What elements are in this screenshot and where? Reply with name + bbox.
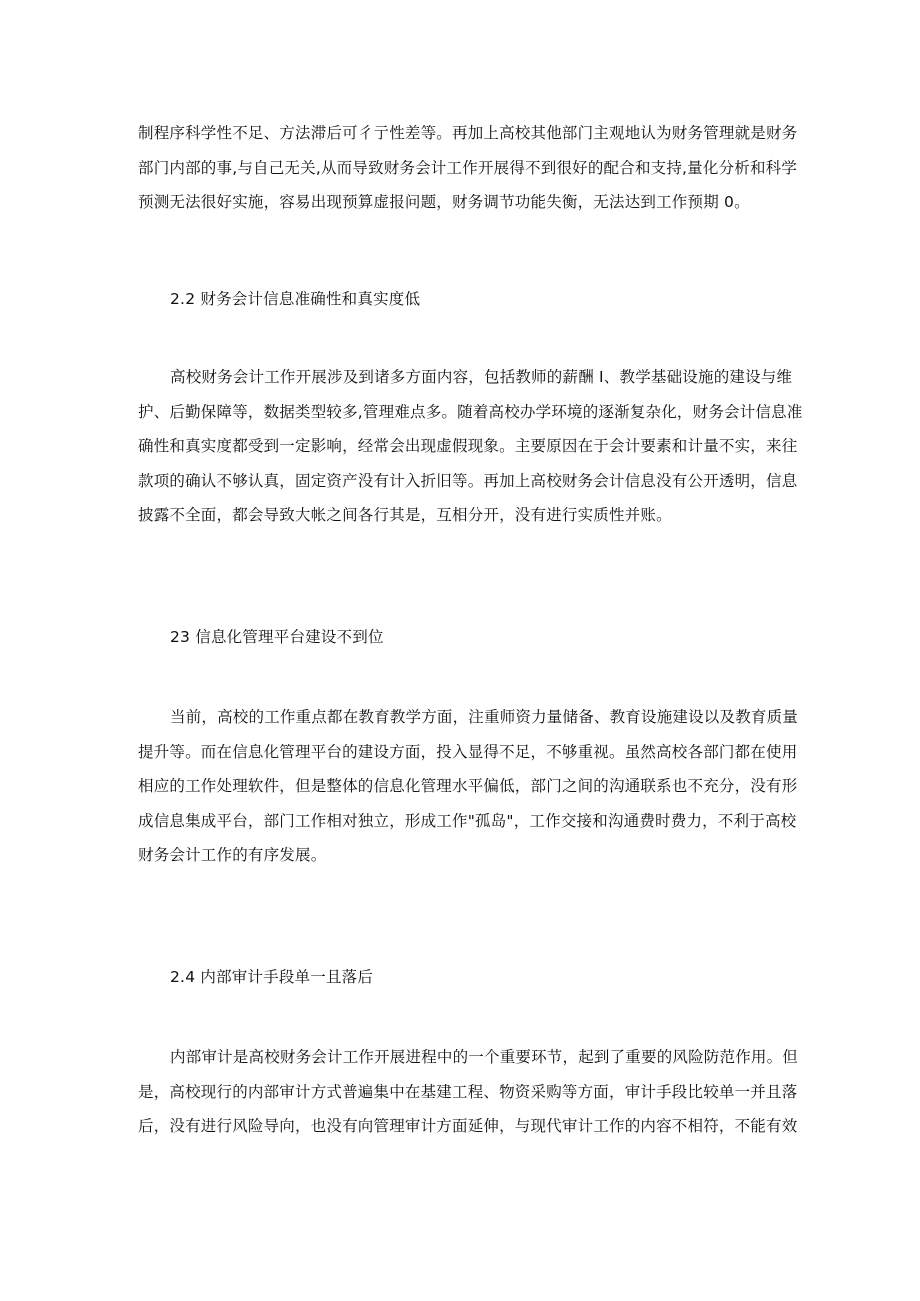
paragraph-line: 护、后勤保障等，数据类型较多,管理难点多。随着高校办学环境的逐渐复杂化，财务会计信息准 <box>138 402 803 421</box>
section-2-2-paragraph <box>138 360 803 533</box>
paragraph-line: 当前，高校的工作重点都在教育教学方面，注重师资力量储备、教育设施建设以及教育质量 <box>170 708 799 726</box>
paragraph-line: 后，没有进行风险导向，也没有向管理审计方面延伸，与现代审计工作的内容不相符，不能有效 <box>138 1117 798 1135</box>
paragraph-line: 相应的工作处理软件，但是整体的信息化管理水平偏低，部门之间的沟通联系也不充分，没有形 <box>138 777 798 795</box>
paragraph-line: 制程序科学性不足、方法滞后可彳亍性差等。再加上高校其他部门主观地认为财务管理就是财务 <box>138 124 798 142</box>
paragraph-line: 成信息集成平台，部门工作相对独立，形成工作"孤岛"，工作交接和沟通费时费力，不利于高校 <box>138 811 797 830</box>
paragraph-line: 高校财务会计工作开展涉及到诸多方面内容，包括教师的薪酬 I、教学基础设施的建设与维 <box>170 368 793 386</box>
section-heading-2-4: 2.4 内部审计手段单一且落后 <box>170 968 374 986</box>
section-2-3-paragraph <box>138 700 799 873</box>
paragraph-line: 是，高校现行的内部审计方式普遍集中在基建工程、物资采购等方面，审计手段比较单一并且落 <box>138 1082 798 1101</box>
paragraph-line: 财务会计工作的有序发展。 <box>138 846 327 864</box>
section-heading-2-2: 2.2 财务会计信息准确性和真实度低 <box>170 290 421 308</box>
paragraph-line: 款项的确认不够认真，固定资产没有计入折旧等。再加上高校财务会计信息没有公开透明，信息 <box>138 471 798 490</box>
paragraph-line: 披露不全面，都会导致大帐之间各行其是，互相分开，没有进行实质性并账。 <box>138 506 672 524</box>
section-2-4-paragraph <box>138 1040 799 1144</box>
paragraph-line: 提升等。而在信息化管理平台的建设方面，投入显得不足，不够重视。虽然高校各部门都在使用 <box>138 742 798 761</box>
paragraph-line: 预测无法很好实施，容易出现预算虚报问题，财务调节功能失衡，无法达到工作预期 0。 <box>138 193 750 211</box>
paragraph-line: 确性和真实度都受到一定影响，经常会出现虚假现象。主要原因在于会计要素和计量不实，来往 <box>138 437 798 455</box>
paragraph-line: 部门内部的事,与自己无关,从而导致财务会计工作开展得不到很好的配合和支持,量化分析和科学 <box>138 158 798 177</box>
paragraph-line: 内部审计是高校财务会计工作开展进程中的一个重要环节，起到了重要的风险防范作用。但 <box>170 1048 799 1066</box>
section-heading-2-3: 23 信息化管理平台建设不到位 <box>170 628 384 646</box>
intro-paragraph <box>138 116 798 220</box>
